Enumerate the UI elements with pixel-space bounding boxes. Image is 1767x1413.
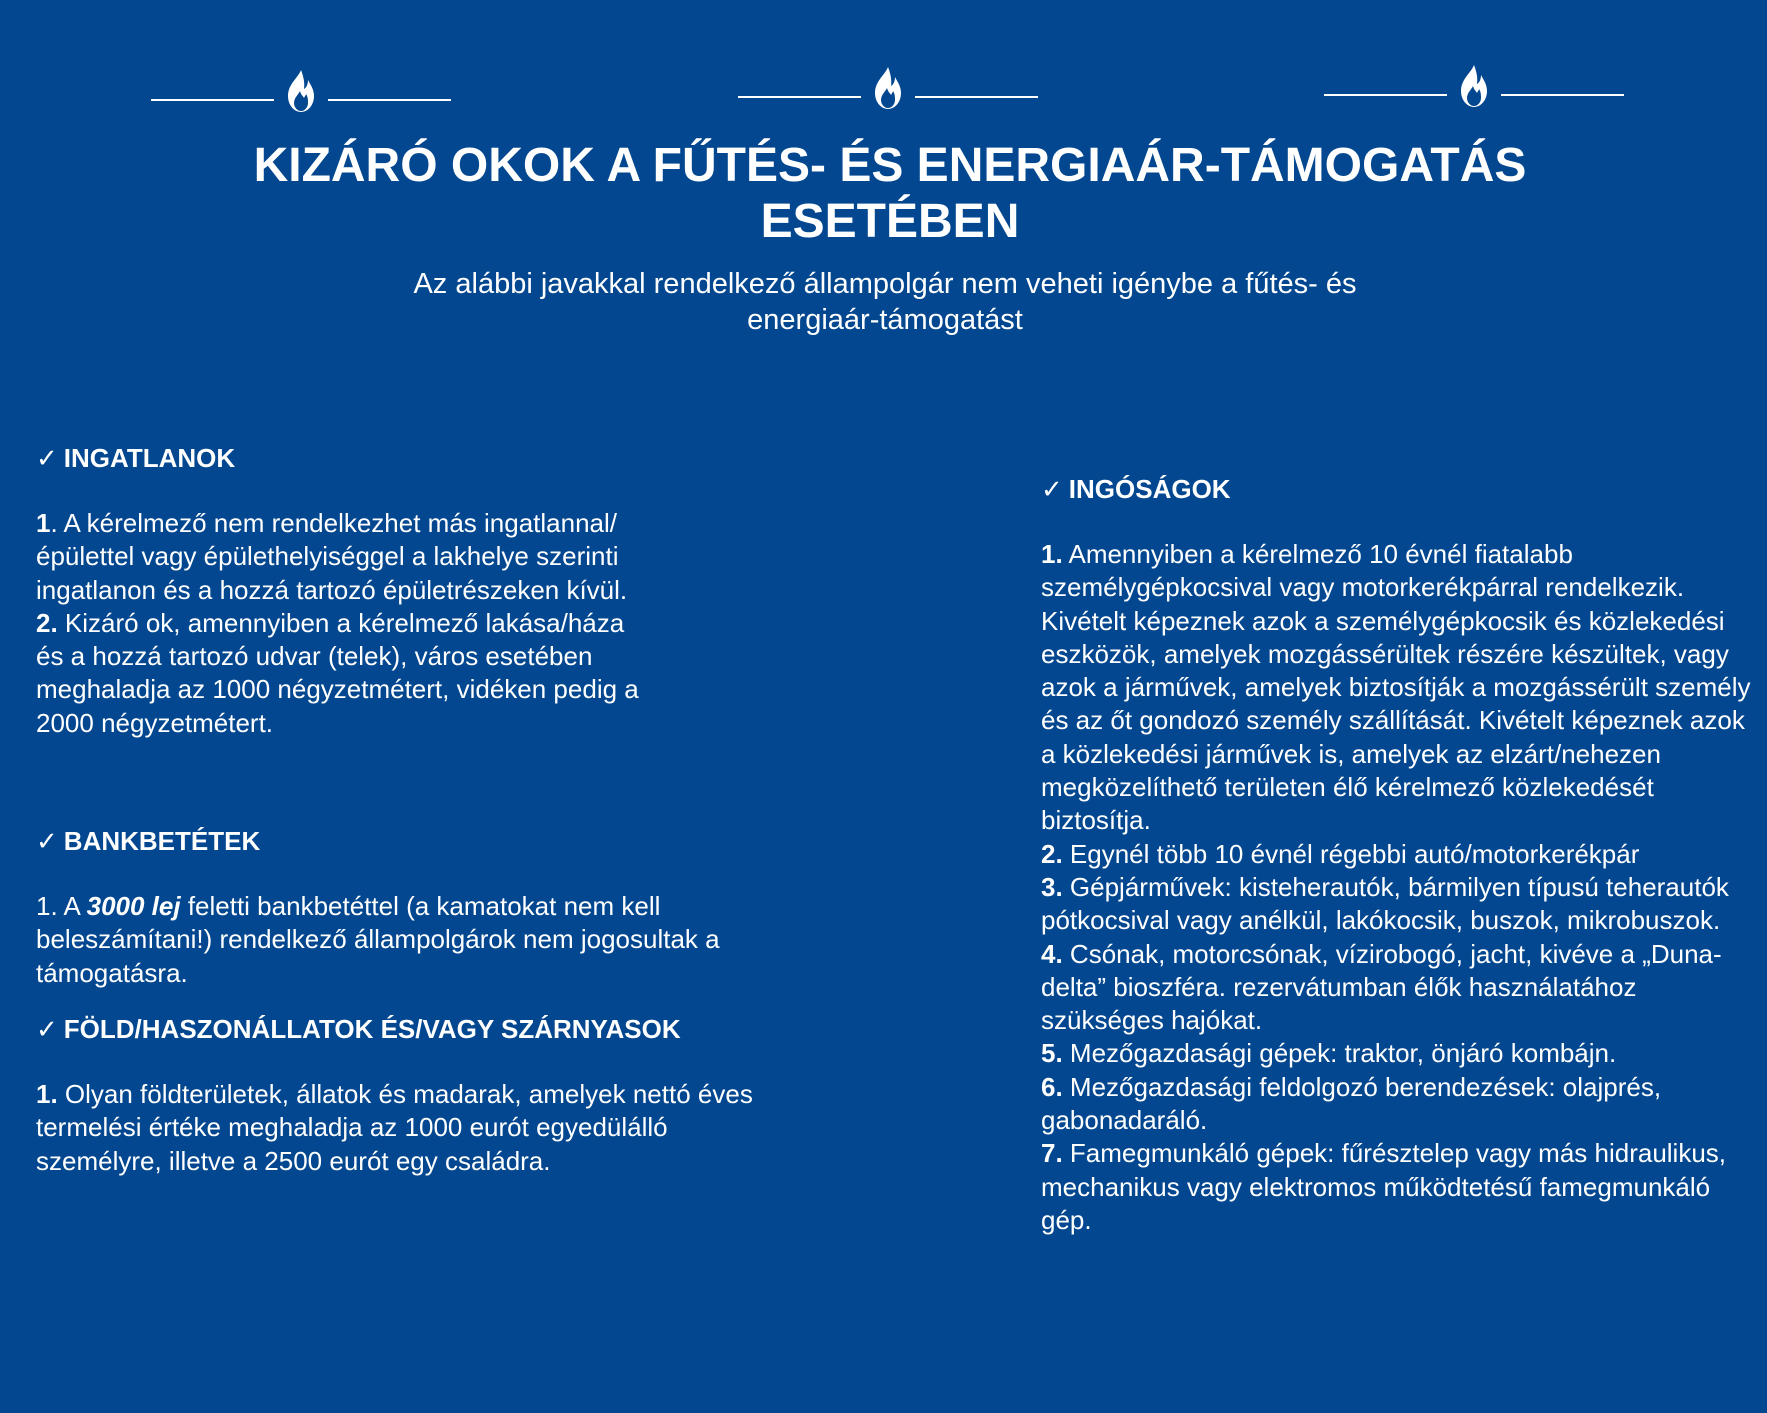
ingosagok-list (1041, 538, 1756, 1237)
section-heading-bankbetetek: ✓ BANKBETÉTEK (36, 826, 261, 857)
ornament-right (1324, 64, 1624, 114)
list-item: 1. Amennyiben a kérelmező 10 évnél fiatalabb személygépkocsival vagy motorkerékpárral rendelkezik. Kivételt képeznek azok a személygépkocsik és közlekedési eszközök, amelyek mozgássérültek részére készültek, vagy azok a járművek, amelyek biztosítják a mozgássérült személy és az őt gondozó személy szállítását. Kivételt képeznek azok a közlekedési járművek is, amelyek az elzárt/nehezen megközelíthető területen élő kérelmező közlekedését biztosítja. (1041, 539, 1751, 836)
section-heading-ingatlanok: ✓ INGATLANOK (36, 443, 236, 473)
ornament-line (151, 99, 274, 101)
page-subtitle: Az alábbi javakkal rendelkező állampolgár nem veheti igénybe a fűtés- és energiaár-támogatást (413, 268, 1357, 336)
flame-icon (1458, 64, 1490, 108)
section-heading-ingosagok: ✓ INGÓSÁGOK (1041, 474, 1231, 504)
check-icon: ✓ (36, 443, 58, 473)
page-title: KIZÁRÓ OKOK A FŰTÉS- ÉS ENERGIAÁR-TÁMOGATÁS ESETÉBEN (253, 139, 1527, 248)
section-heading-fold: ✓ FÖLD/HASZONÁLLATOK ÉS/VAGY SZÁRNYASOK (36, 1013, 681, 1044)
bankbetetek-text: 1. A 3000 lej feletti bankbetéttel (a kamatokat nem kell beleszámítani!) rendelkező állampolgárok nem jogosultak a támogatásra. (36, 891, 720, 988)
list-item: 7. Famegmunkáló gépek: fűrésztelep vagy más hidraulikus, mechanikus vagy elektromos működtetésű famegmunkáló gép. (1041, 1138, 1727, 1235)
list-item: 2. Egynél több 10 évnél régebbi autó/motorkerékpár (1041, 838, 1640, 869)
list-item: 4. Csónak, motorcsónak, vízirobogó, jacht, kivéve a „Duna-delta” bioszféra. rezervátumban élők használatához szükséges hajókat. (1041, 938, 1722, 1036)
right-column (1041, 471, 1756, 1237)
ornament-center (738, 66, 1038, 116)
ingatlanok-list (36, 507, 646, 740)
list-item: 1. A kérelmező nem rendelkezhet más ingatlannal/épülettel vagy épülethelyiséggel a lakhelye szerinti ingatlanon és a hozzá tartozó épületrészeken kívül. (36, 508, 628, 605)
ornament-line (1324, 94, 1447, 96)
list-item: 2. Kizáró ok, amennyiben a kérelmező lakása/háza és a hozzá tartozó udvar (telek), város esetében meghaladja az 1000 négyzetmétert, vidéken pedig a 2000 négyzetmétert. (36, 607, 639, 738)
list-item: 1. Olyan földterületek, állatok és madarak, amelyek nettó éves termelési értéke meghaladja az 1000 eurót egyedülálló személyre, illetve a 2500 eurót egy családra. (36, 1078, 753, 1176)
ornament-left (151, 69, 451, 119)
ornament-line (915, 96, 1038, 98)
left-column (36, 440, 836, 1178)
ornament-line (328, 99, 451, 101)
list-item: 3. Gépjárművek: kisteherautók, bármilyen típusú teherautók pótkocsival vagy anélkül, lakókocsik, buszok, mikrobuszok. (1041, 871, 1729, 936)
check-icon: ✓ (36, 1013, 58, 1044)
ornament-line (1501, 94, 1624, 96)
check-icon: ✓ (1041, 474, 1063, 504)
ornament-line (738, 96, 861, 98)
list-item: 5. Mezőgazdasági gépek: traktor, önjáró kombájn. (1041, 1038, 1617, 1069)
flame-icon (872, 66, 904, 110)
list-item: 6. Mezőgazdasági feldolgozó berendezések: olajprés, gabonadaráló. (1041, 1071, 1662, 1136)
check-icon: ✓ (36, 826, 58, 857)
flame-icon (285, 69, 317, 113)
